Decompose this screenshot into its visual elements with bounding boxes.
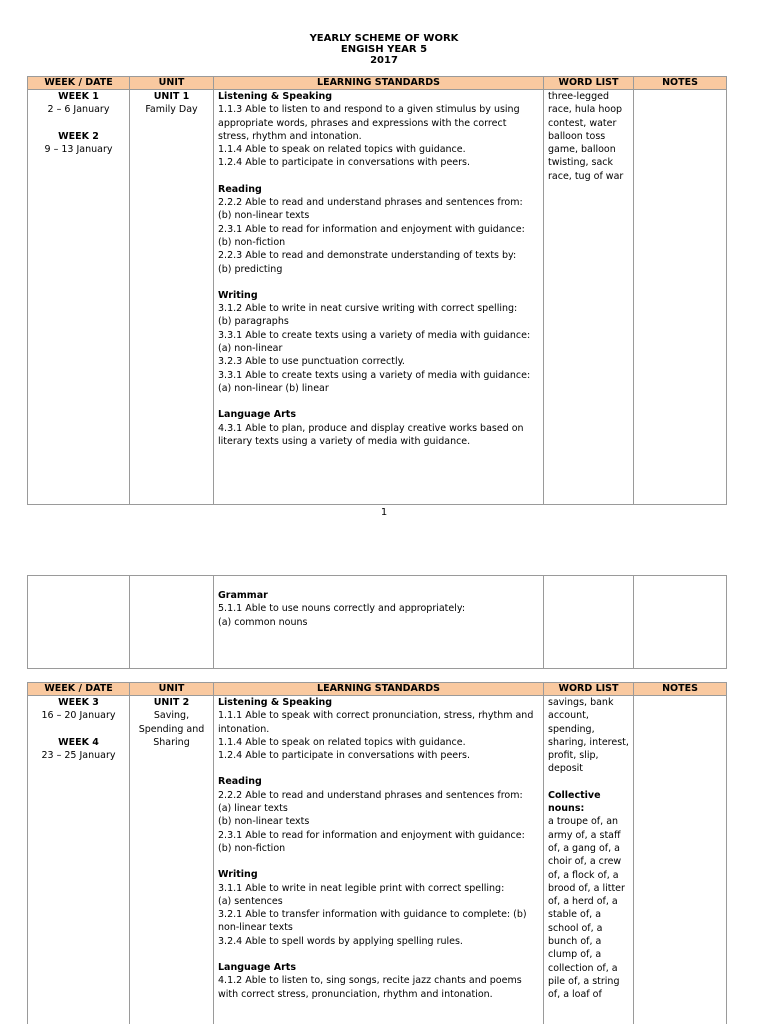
section-heading: Listening & Speaking xyxy=(218,91,333,102)
standard-item: 3.2.1 Able to transfer information with guidance to complete: (b) non-linear texts xyxy=(218,909,527,934)
week-label: WEEK 1 xyxy=(58,91,99,102)
word-list-cell xyxy=(544,576,634,669)
standard-item: 3.2.4 Able to spell words by applying spelling rules. xyxy=(218,935,463,947)
standard-item: (a) sentences xyxy=(218,895,283,907)
standard-item: 3.1.2 Able to write in neat cursive writing with correct spelling: xyxy=(218,303,518,315)
week-date-cell xyxy=(28,696,130,1024)
word-list-cell xyxy=(544,90,634,505)
standard-item: 3.1.1 Able to write in neat legible print with correct spelling: xyxy=(218,882,505,894)
col-learning-standards: LEARNING STANDARDS xyxy=(214,683,544,696)
week-label: WEEK 3 xyxy=(58,697,99,708)
unit-theme: Saving, Spending and Sharing xyxy=(138,710,205,748)
date-range: 9 – 13 January xyxy=(44,143,113,155)
standard-item: (b) non-linear texts xyxy=(218,210,310,222)
scheme-table-continuation xyxy=(27,575,727,669)
standard-item: 3.3.1 Able to create texts using a variety of media with guidance: xyxy=(218,329,531,341)
notes-cell xyxy=(634,576,727,669)
standard-item: 2.2.3 Able to read and demonstrate understanding of texts by: xyxy=(218,250,517,262)
unit-cell xyxy=(130,90,214,505)
table-row xyxy=(28,90,727,505)
scheme-table-1 xyxy=(27,76,727,505)
standard-item: 1.1.1 Able to speak with correct pronunciation, stress, rhythm and intonation. xyxy=(218,710,534,735)
standard-item: (b) paragraphs xyxy=(218,316,289,328)
standard-item: 1.2.4 Able to participate in conversations with peers. xyxy=(218,157,471,169)
notes-cell xyxy=(634,90,727,505)
standard-item: 1.2.4 Able to participate in conversations with peers. xyxy=(218,750,471,762)
table-header-row xyxy=(28,683,727,696)
standard-item: 4.1.2 Able to listen to, sing songs, recite jazz chants and poems with correct stress, pronunciation, rhythm and intonation. xyxy=(218,975,522,1000)
standard-item: (a) common nouns xyxy=(218,616,308,628)
table-header-row xyxy=(28,77,727,90)
section-heading: Grammar xyxy=(218,590,268,601)
section-heading: Reading xyxy=(218,776,262,788)
standard-item: 2.3.1 Able to read for information and enjoyment with guidance: (b) non-fiction xyxy=(218,829,525,854)
week-label: WEEK 4 xyxy=(58,736,99,748)
col-week-date: WEEK / DATE xyxy=(28,683,130,696)
standard-item: 3.2.3 Able to use punctuation correctly. xyxy=(218,356,405,368)
standard-item: (a) non-linear (b) linear xyxy=(218,382,329,394)
col-learning-standards: LEARNING STANDARDS xyxy=(214,77,544,90)
doc-title-line1: YEARLY SCHEME OF WORK xyxy=(309,33,459,44)
date-range: 2 – 6 January xyxy=(47,104,110,116)
standard-item: 1.1.4 Able to speak on related topics with guidance. xyxy=(218,736,466,748)
table-row xyxy=(28,576,727,669)
standard-item: (b) non-linear texts xyxy=(218,816,310,828)
section-heading: Listening & Speaking xyxy=(218,697,333,708)
standard-item: 2.2.2 Able to read and understand phrases and sentences from: xyxy=(218,789,523,801)
word-list-cell xyxy=(544,696,634,1024)
section-heading: Writing xyxy=(218,289,258,301)
date-range: 16 – 20 January xyxy=(41,710,116,722)
unit-label: UNIT 2 xyxy=(153,697,190,708)
col-unit: UNIT xyxy=(130,77,214,90)
standard-item: (b) predicting xyxy=(218,263,283,275)
standard-item: 5.1.1 Able to use nouns correctly and appropriately: xyxy=(218,603,466,615)
col-unit: UNIT xyxy=(130,683,214,696)
section-heading: Language Arts xyxy=(218,409,296,421)
learning-standards-cell xyxy=(214,696,544,1024)
col-word-list: WORD LIST xyxy=(544,77,634,90)
standard-item: 1.1.4 Able to speak on related topics with guidance. xyxy=(218,144,466,156)
unit-cell xyxy=(130,696,214,1024)
unit-theme: Family Day xyxy=(145,104,198,116)
standard-item: 4.3.1 Able to plan, produce and display creative works based on literary texts using a variety of media with guidance. xyxy=(218,422,524,447)
collective-nouns-heading: Collective nouns: xyxy=(548,789,601,815)
col-week-date: WEEK / DATE xyxy=(28,77,130,90)
doc-title-line3: 2017 xyxy=(370,55,398,66)
unit-cell xyxy=(130,576,214,669)
section-heading: Writing xyxy=(218,869,258,881)
standard-item: 3.3.1 Able to create texts using a variety of media with guidance: xyxy=(218,369,531,381)
date-range: 23 – 25 January xyxy=(41,749,116,761)
standard-item: 1.1.3 Able to listen to and respond to a given stimulus by using appropriate words, phrases and expressions with the correct stress, rhythm and intonation. xyxy=(218,104,520,142)
week-label: WEEK 2 xyxy=(58,130,99,142)
word-list-text: three-legged race, hula hoop contest, water balloon toss game, balloon twisting, sack race, tug of war xyxy=(548,91,624,182)
notes-cell xyxy=(634,696,727,1024)
col-notes: NOTES xyxy=(634,683,727,696)
section-heading: Language Arts xyxy=(218,962,296,974)
section-heading: Reading xyxy=(218,183,262,195)
week-date-cell xyxy=(28,576,130,669)
standard-item: (b) non-fiction xyxy=(218,236,286,248)
learning-standards-cell xyxy=(214,90,544,505)
unit-label: UNIT 1 xyxy=(153,91,190,102)
collective-nouns-list: a troupe of, an army of, a staff of, a gang of, a choir of, a crew of, a flock of, a brood of, a litter of, a herd of, a stable of, a school of, a bunch of, a clump of, a collection of, a pile of, a string of, a loaf of xyxy=(548,816,625,1001)
standard-item: 2.3.1 Able to read for information and enjoyment with guidance: xyxy=(218,223,525,235)
standard-item: (a) non-linear xyxy=(218,343,283,355)
week-date-cell xyxy=(28,90,130,505)
page-number: 1 xyxy=(380,507,388,518)
table-row xyxy=(28,696,727,1024)
learning-standards-cell xyxy=(214,576,544,669)
col-notes: NOTES xyxy=(634,77,727,90)
word-list-text: savings, bank account, spending, sharing, interest, profit, slip, deposit xyxy=(548,697,629,775)
standard-item: 2.2.2 Able to read and understand phrases and sentences from: xyxy=(218,197,523,209)
col-word-list: WORD LIST xyxy=(544,683,634,696)
scheme-table-2 xyxy=(27,682,727,1024)
standard-item: (a) linear texts xyxy=(218,803,288,815)
doc-title-line2: ENGISH YEAR 5 xyxy=(340,44,428,55)
